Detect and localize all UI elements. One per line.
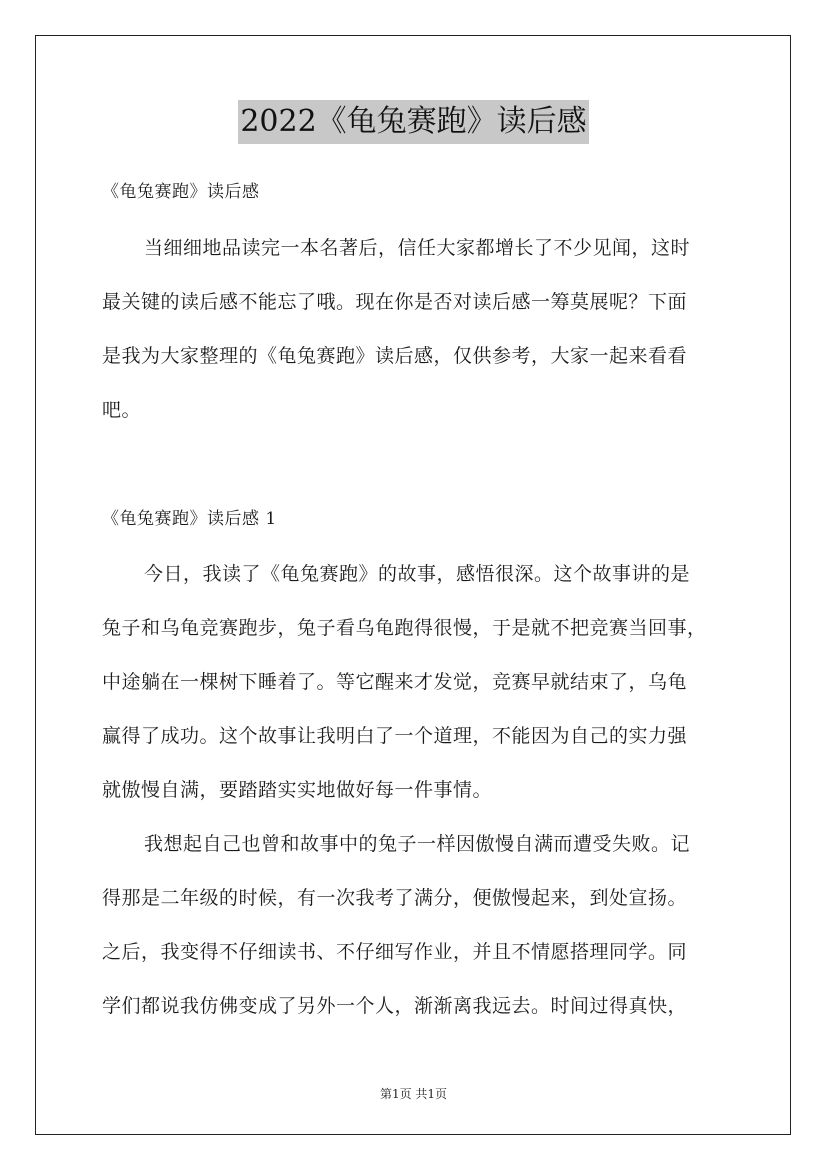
subtitle: 《龟兔赛跑》读后感 xyxy=(102,182,260,202)
intro-line: 吧。 xyxy=(102,399,142,421)
document-title xyxy=(0,100,827,144)
paragraph-line: 今日，我读了《龟兔赛跑》的故事，感悟很深。这个故事讲的是 xyxy=(144,563,691,585)
page-number: 第1页 共1页 xyxy=(379,1087,448,1101)
paragraph-line: 中途躺在一棵树下睡着了。等它醒来才发觉，竞赛早就结束了，乌龟 xyxy=(102,671,688,693)
intro-line: 当细细地品读完一本名著后，信任大家都增长了不少见闻，这时 xyxy=(144,237,691,259)
paragraph-line: 兔子和乌龟竞赛跑步，兔子看乌龟跑得很慢，于是就不把竞赛当回事， xyxy=(102,617,707,639)
paragraph-line: 学们都说我仿佛变成了另外一个人，渐渐离我远去。时间过得真快， xyxy=(102,995,688,1017)
section-heading: 《龟兔赛跑》读后感 1 xyxy=(102,509,277,529)
paragraph-line: 就傲慢自满，要踏踏实实地做好每一件事情。 xyxy=(102,779,493,801)
intro-line: 最关键的读后感不能忘了哦。现在你是否对读后感一筹莫展呢？下面 xyxy=(102,291,688,313)
document-title-text: 2022《龟兔赛跑》读后感 xyxy=(238,100,588,144)
paragraph-line: 之后，我变得不仔细读书、不仔细写作业，并且不情愿搭理同学。同 xyxy=(102,941,688,963)
intro-line: 是我为大家整理的《龟兔赛跑》读后感，仅供参考，大家一起来看看 xyxy=(102,345,688,367)
paragraph-line: 得那是二年级的时候，有一次我考了满分，便傲慢起来，到处宣扬。 xyxy=(102,887,688,909)
paragraph-line: 我想起自己也曾和故事中的兔子一样因傲慢自满而遭受失败。记 xyxy=(144,833,691,855)
paragraph-line: 赢得了成功。这个故事让我明白了一个道理，不能因为自己的实力强 xyxy=(102,725,688,747)
